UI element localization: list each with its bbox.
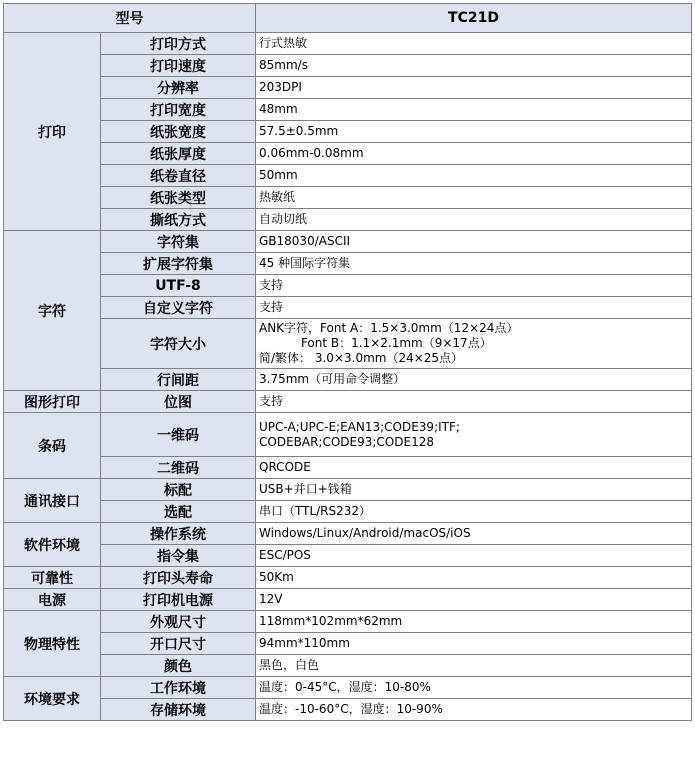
- row-label: 外观尺寸: [101, 611, 256, 633]
- table-row: [4, 121, 692, 143]
- row-label: 纸张宽度: [101, 121, 256, 143]
- row-value: ANK字符，Font A：1.5×3.0mm（12×24点） Font B：1.1×2.1mm（9×17点） 简/繁体： 3.0×3.0mm（24×25点）: [256, 319, 692, 369]
- header-product: TC21D: [256, 4, 692, 33]
- row-label: 分辨率: [101, 77, 256, 99]
- table-row: [4, 231, 692, 253]
- category-reliability: 可靠性: [4, 567, 101, 589]
- table-row: [4, 165, 692, 187]
- row-label: 打印宽度: [101, 99, 256, 121]
- row-label: 扩展字符集: [101, 253, 256, 275]
- table-row: [4, 297, 692, 319]
- category-characters: 字符: [4, 231, 101, 391]
- row-label: 字符大小: [101, 319, 256, 369]
- row-label: UTF-8: [101, 275, 256, 297]
- row-label: 存储环境: [101, 699, 256, 721]
- table-row: [4, 655, 692, 677]
- row-label: 工作环境: [101, 677, 256, 699]
- table-row: [4, 611, 692, 633]
- row-label: 打印头寿命: [101, 567, 256, 589]
- row-value: 自动切纸: [256, 209, 692, 231]
- row-label: 一维码: [101, 413, 256, 457]
- row-value: 50mm: [256, 165, 692, 187]
- category-environment: 环境要求: [4, 677, 101, 721]
- row-value: 支持: [256, 391, 692, 413]
- table-row: [4, 589, 692, 611]
- row-value: 温度：-10-60°C，湿度：10-90%: [256, 699, 692, 721]
- table-row: [4, 253, 692, 275]
- row-label: 位图: [101, 391, 256, 413]
- row-label: 纸张厚度: [101, 143, 256, 165]
- row-value: 50Km: [256, 567, 692, 589]
- header-row: [4, 4, 692, 33]
- row-value: 黑色，白色: [256, 655, 692, 677]
- table-row: [4, 545, 692, 567]
- row-label: 自定义字符: [101, 297, 256, 319]
- category-software: 软件环境: [4, 523, 101, 567]
- row-label: 打印方式: [101, 33, 256, 55]
- row-label: 颜色: [101, 655, 256, 677]
- row-value: 支持: [256, 297, 692, 319]
- table-row: [4, 633, 692, 655]
- row-value: 48mm: [256, 99, 692, 121]
- row-value: 温度：0-45°C，湿度：10-80%: [256, 677, 692, 699]
- row-value: 热敏纸: [256, 187, 692, 209]
- table-row: [4, 501, 692, 523]
- category-interface: 通讯接口: [4, 479, 101, 523]
- table-row: [4, 99, 692, 121]
- table-row: [4, 187, 692, 209]
- table-row: [4, 523, 692, 545]
- row-value: UPC-A;UPC-E;EAN13;CODE39;ITF; CODEBAR;CODE93;CODE128: [256, 413, 692, 457]
- row-value: 57.5±0.5mm: [256, 121, 692, 143]
- row-value: 118mm*102mm*62mm: [256, 611, 692, 633]
- row-label: 撕纸方式: [101, 209, 256, 231]
- header-model: 型号: [4, 4, 256, 33]
- table-row: [4, 457, 692, 479]
- row-value: GB18030/ASCII: [256, 231, 692, 253]
- row-value: 串口（TTL/RS232）: [256, 501, 692, 523]
- category-power: 电源: [4, 589, 101, 611]
- row-value: 0.06mm-0.08mm: [256, 143, 692, 165]
- row-value: 支持: [256, 275, 692, 297]
- row-label: 纸张类型: [101, 187, 256, 209]
- row-value: 12V: [256, 589, 692, 611]
- table-row: [4, 143, 692, 165]
- category-print: 打印: [4, 33, 101, 231]
- category-graphics: 图形打印: [4, 391, 101, 413]
- table-row: [4, 369, 692, 391]
- row-value: 85mm/s: [256, 55, 692, 77]
- table-row: [4, 77, 692, 99]
- row-label: 打印机电源: [101, 589, 256, 611]
- spec-table: [3, 3, 692, 721]
- row-label: 操作系统: [101, 523, 256, 545]
- row-value: USB+并口+钱箱: [256, 479, 692, 501]
- table-row: [4, 391, 692, 413]
- row-label: 选配: [101, 501, 256, 523]
- table-row: [4, 479, 692, 501]
- row-label: 标配: [101, 479, 256, 501]
- row-label: 二维码: [101, 457, 256, 479]
- table-row: [4, 319, 692, 369]
- row-value: 94mm*110mm: [256, 633, 692, 655]
- row-label: 纸卷直径: [101, 165, 256, 187]
- table-row: [4, 677, 692, 699]
- row-label: 指令集: [101, 545, 256, 567]
- row-label: 行间距: [101, 369, 256, 391]
- row-label: 打印速度: [101, 55, 256, 77]
- table-row: [4, 699, 692, 721]
- row-value: QRCODE: [256, 457, 692, 479]
- table-row: [4, 55, 692, 77]
- row-value: Windows/Linux/Android/macOS/iOS: [256, 523, 692, 545]
- table-row: [4, 567, 692, 589]
- row-value: 行式热敏: [256, 33, 692, 55]
- table-row: [4, 33, 692, 55]
- row-label: 字符集: [101, 231, 256, 253]
- row-value: 203DPI: [256, 77, 692, 99]
- category-barcode: 条码: [4, 413, 101, 479]
- row-label: 开口尺寸: [101, 633, 256, 655]
- row-value: ESC/POS: [256, 545, 692, 567]
- category-physical: 物理特性: [4, 611, 101, 677]
- row-value: 3.75mm（可用命令调整）: [256, 369, 692, 391]
- table-row: [4, 209, 692, 231]
- table-row: [4, 275, 692, 297]
- row-value: 45 种国际字符集: [256, 253, 692, 275]
- table-row: [4, 413, 692, 457]
